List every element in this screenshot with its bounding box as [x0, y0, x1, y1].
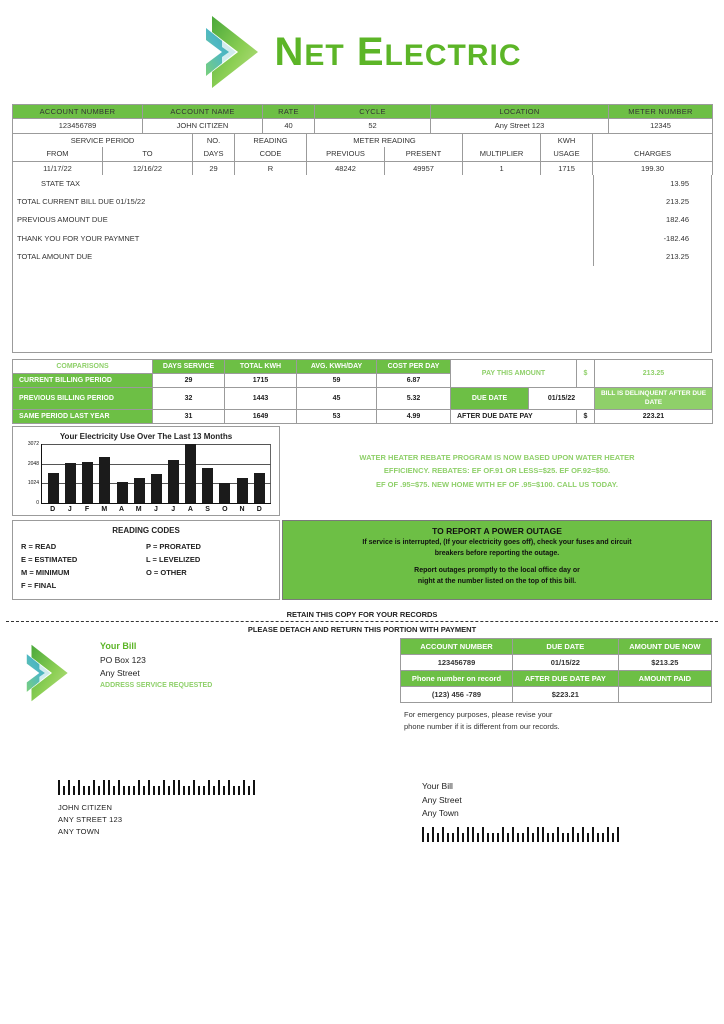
stub-val-amount-due-now: $213.25 — [618, 655, 711, 671]
val-present: 49957 — [385, 161, 463, 175]
val-to: 12/16/22 — [103, 161, 193, 175]
outage-line-2: breakers before reporting the outage. — [434, 549, 560, 557]
charge-row — [13, 230, 711, 248]
stub-col-amount-paid: AMOUNT PAID — [618, 671, 711, 687]
current-avg: 59 — [297, 373, 377, 387]
service-sub-header-row — [13, 147, 713, 161]
brand-header — [0, 0, 724, 104]
val-meter-number: 12345 — [609, 119, 713, 133]
val-cycle: 52 — [315, 119, 431, 133]
stub-col-due-date: DUE DATE — [512, 639, 618, 655]
stub-company-address — [100, 640, 212, 692]
postal-barcode-icon — [58, 780, 258, 795]
detach-divider — [6, 621, 718, 622]
hdr-days: DAYS — [193, 147, 235, 161]
brand-et: ET — [304, 38, 345, 72]
col-rate: RATE — [263, 105, 315, 119]
play-arrow-logo-icon — [20, 640, 76, 706]
hdr-present: PRESENT — [385, 147, 463, 161]
stub-val-account-number: 123456789 — [401, 655, 513, 671]
previous-avg: 45 — [297, 388, 377, 410]
reading-codes-right-column — [146, 540, 271, 593]
charge-row — [13, 193, 711, 211]
stub-note-line-1: For emergency purposes, please revise your — [404, 710, 553, 720]
charge-value: 13.95 — [593, 175, 711, 193]
group-meter-reading: METER READING — [307, 133, 463, 147]
charge-value: 213.25 — [593, 193, 711, 211]
stub-col-phone-on-record: Phone number on record — [401, 671, 513, 687]
group-service-period: SERVICE PERIOD — [13, 133, 193, 147]
outage-line-3: Report outages promptly to the local office day or — [414, 567, 580, 575]
hdr-to: TO — [103, 147, 193, 161]
power-outage-panel — [282, 520, 712, 600]
chart-and-rebate-row — [12, 426, 712, 516]
charge-label: STATE TAX — [41, 178, 81, 188]
hdr-charges: CHARGES — [593, 147, 713, 161]
reading-codes-panel — [12, 520, 280, 600]
lastyear-avg: 53 — [297, 409, 377, 423]
outage-title: TO REPORT A POWER OUTAGE — [432, 526, 562, 537]
row-label-last-year: SAME PERIOD LAST YEAR — [13, 409, 153, 423]
stub-val-due-date: 01/15/22 — [512, 655, 618, 671]
reading-code-item: O = OTHER — [146, 568, 187, 578]
charges-detail-panel — [12, 175, 712, 353]
chart-x-tick: D — [256, 506, 262, 514]
val-code: R — [235, 161, 307, 175]
charge-label: TOTAL CURRENT BILL DUE 01/15/22 — [17, 197, 146, 207]
remit-line-1: Your Bill — [422, 781, 453, 792]
chart-x-tick: M — [101, 506, 108, 514]
after-due-value: 223.21 — [595, 409, 713, 423]
stub-col-amount-due-now: AMOUNT DUE NOW — [618, 639, 711, 655]
row-label-current: CURRENT BILLING PERIOD — [13, 373, 153, 387]
after-due-date-label: AFTER DUE DATE PAY — [451, 409, 577, 423]
chart-bar — [117, 482, 128, 503]
val-usage: 1715 — [541, 161, 593, 175]
charges-detail-table — [13, 175, 711, 266]
hdr-code: CODE — [235, 147, 307, 161]
reading-code-item: E = ESTIMATED — [21, 555, 78, 565]
col-meter-number: METER NUMBER — [609, 105, 713, 119]
chart-bar — [219, 483, 230, 503]
charge-label: THANK YOU FOR YOUR PAYMNET — [17, 233, 140, 243]
mailing-row — [12, 780, 712, 842]
previous-days: 32 — [153, 388, 225, 410]
outage-line-4: night at the number listed on the top of this bill. — [417, 577, 577, 585]
charge-row — [13, 248, 711, 266]
service-period-table — [12, 133, 713, 175]
chart-x-tick: J — [67, 506, 72, 514]
rebate-notice-panel — [282, 426, 712, 516]
stub-val-amount-paid[interactable] — [618, 687, 711, 703]
outage-line-1: If service is interrupted, (If your electricity goes off), check your fuses and circuit — [362, 539, 632, 547]
charge-label: TOTAL AMOUNT DUE — [17, 251, 93, 261]
remit-line-3: Any Town — [422, 808, 459, 819]
rebate-notice-text — [359, 451, 634, 490]
lastyear-cost: 4.99 — [377, 409, 451, 423]
delinquent-note: BILL IS DELINQUENT AFTER DUE DATE — [595, 388, 713, 410]
reading-codes-left-column — [21, 540, 146, 593]
stub-note-line-2: phone number if it is different from our records. — [404, 721, 560, 731]
charge-row — [13, 211, 711, 229]
hdr-multiplier: MULTIPLIER — [463, 147, 541, 161]
val-from: 11/17/22 — [13, 161, 103, 175]
customer-name: JOHN CITIZEN — [58, 803, 113, 813]
stub-col-after-due-date-pay: AFTER DUE DATE PAY — [512, 671, 618, 687]
chart-y-tick: 0 — [36, 500, 39, 507]
val-multiplier: 1 — [463, 161, 541, 175]
lastyear-days: 31 — [153, 409, 225, 423]
hdr-charges-top — [593, 133, 713, 147]
customer-town: ANY TOWN — [58, 826, 100, 836]
hdr-kwh: KWH — [541, 133, 593, 147]
stub-val-phone[interactable]: (123) 456 -789 — [401, 687, 513, 703]
hdr-usage: USAGE — [541, 147, 593, 161]
comparisons-row-previous — [13, 388, 713, 410]
stub-col-account-number: ACCOUNT NUMBER — [401, 639, 513, 655]
reading-code-item: L = LEVELIZED — [146, 555, 201, 565]
chart-bar — [134, 478, 145, 503]
hdr-reading: READING — [235, 133, 307, 147]
val-location: Any Street 123 — [431, 119, 609, 133]
chart-bar — [65, 463, 76, 503]
stub-company-line-2: Any Street — [100, 668, 140, 679]
current-kwh: 1715 — [225, 373, 297, 387]
brand-wordmark — [274, 30, 521, 75]
col-account-number: ACCOUNT NUMBER — [13, 105, 143, 119]
previous-cost: 5.32 — [377, 388, 451, 410]
chart-bars — [42, 444, 271, 503]
chart-bar — [99, 457, 110, 503]
stub-header-row-2 — [401, 671, 712, 687]
reading-code-item: M = MINIMUM — [21, 568, 70, 578]
stub-val-after-due-date-pay: $223.21 — [512, 687, 618, 703]
row-label-previous: PREVIOUS BILLING PERIOD — [13, 388, 153, 410]
play-arrow-logo-icon — [202, 10, 264, 94]
account-header-row — [13, 105, 713, 119]
col-days-service: DAYS SERVICE — [153, 359, 225, 373]
comparisons-table — [12, 359, 713, 424]
brand-n: N — [274, 29, 305, 74]
reading-code-item: P = PRORATED — [146, 542, 201, 552]
comparisons-header-row — [13, 359, 713, 373]
chart-plot-area — [27, 441, 271, 507]
payment-stub — [12, 638, 712, 732]
col-cycle: CYCLE — [315, 105, 431, 119]
detach-instruction-text: PLEASE DETACH AND RETURN THIS PORTION WITH PAYMENT — [247, 625, 477, 635]
chart-title: Your Electricity Use Over The Last 13 Months — [59, 432, 233, 442]
customer-street: ANY STREET 123 — [58, 814, 123, 824]
chart-bar — [202, 468, 213, 504]
pay-this-amount-value: 213.25 — [595, 359, 713, 387]
postal-barcode-icon — [422, 827, 622, 842]
retain-copy-text: RETAIN THIS COPY FOR YOUR RECORDS — [286, 610, 438, 620]
rebate-line-2: EFFICIENCY. REBATES: EF OF.91 OR LESS=$25. EF OF.92=$50. — [383, 466, 611, 476]
rebate-line-1: WATER HEATER REBATE PROGRAM IS NOW BASED UPON WATER HEATER — [359, 453, 635, 463]
chart-y-tick: 3072 — [27, 441, 39, 448]
chart-x-tick: A — [118, 506, 125, 514]
stub-header-row-1 — [401, 639, 712, 655]
lastyear-kwh: 1649 — [225, 409, 297, 423]
col-avg-kwh-day: AVG. KWH/DAY — [297, 359, 377, 373]
col-location: LOCATION — [431, 105, 609, 119]
reading-code-item: R = READ — [21, 542, 57, 552]
chart-x-tick: N — [239, 506, 245, 514]
col-account-name: ACCOUNT NAME — [143, 105, 263, 119]
chart-x-tick: D — [50, 506, 56, 514]
usage-chart-panel — [12, 426, 280, 516]
val-previous: 48242 — [307, 161, 385, 175]
chart-bar — [82, 462, 93, 503]
chart-bar — [168, 460, 179, 503]
val-account-number: 123456789 — [13, 119, 143, 133]
previous-kwh: 1443 — [225, 388, 297, 410]
codes-and-outage-row — [12, 520, 712, 600]
hdr-no: NO. — [193, 133, 235, 147]
charge-row — [13, 175, 711, 193]
hdr-from: FROM — [13, 147, 103, 161]
after-due-currency: $ — [577, 409, 595, 423]
address-service-requested: ADDRESS SERVICE REQUESTED — [100, 682, 213, 690]
val-rate: 40 — [263, 119, 315, 133]
charge-label: PREVIOUS AMOUNT DUE — [17, 215, 108, 225]
stub-value-row-1 — [401, 655, 712, 671]
col-total-kwh: TOTAL KWH — [225, 359, 297, 373]
hdr-multiplier-top — [463, 133, 541, 147]
account-info-table — [12, 104, 713, 134]
current-days: 29 — [153, 373, 225, 387]
stub-company-block — [12, 638, 400, 732]
stub-payment-table — [400, 638, 712, 703]
stub-company-line-1: PO Box 123 — [100, 654, 146, 665]
chart-bar — [237, 478, 248, 503]
stub-emergency-note — [400, 709, 712, 732]
chart-x-tick: J — [171, 506, 176, 514]
service-value-row — [13, 161, 713, 175]
remittance-mailing-block — [402, 780, 712, 842]
chart-x-labels — [41, 504, 271, 513]
due-date-label: DUE DATE — [451, 388, 529, 410]
charge-value: 182.46 — [593, 211, 711, 229]
brand-e: E — [356, 29, 385, 74]
charge-value: -182.46 — [593, 230, 711, 248]
chart-bar — [185, 444, 196, 503]
reading-codes-columns — [21, 540, 271, 593]
pay-this-amount-label: PAY THIS AMOUNT — [451, 359, 577, 387]
brand-lectric: LECTRIC — [384, 38, 522, 72]
chart-y-tick: 2048 — [27, 460, 39, 467]
charge-value: 213.25 — [593, 248, 711, 266]
chart-x-tick: F — [84, 506, 90, 514]
rebate-line-3: EF OF .95=$75. NEW HOME WITH EF OF .95=$100. CALL US TODAY. — [375, 479, 618, 489]
chart-x-tick: M — [135, 506, 142, 514]
stub-payment-block — [400, 638, 712, 732]
comparisons-title: COMPARISONS — [13, 359, 153, 373]
outage-spacer — [293, 559, 701, 566]
customer-mailing-block — [12, 780, 402, 842]
chart-bar — [151, 474, 162, 503]
col-cost-per-day: COST PER DAY — [377, 359, 451, 373]
account-value-row — [13, 119, 713, 133]
service-group-row — [13, 133, 713, 147]
due-date-value: 01/15/22 — [529, 388, 595, 410]
comparisons-row-last-year — [13, 409, 713, 423]
current-cost: 6.87 — [377, 373, 451, 387]
stub-company-title: Your Bill — [100, 641, 137, 652]
chart-x-tick: S — [205, 506, 210, 514]
chart-bar — [48, 473, 59, 504]
remit-line-2: Any Street — [422, 794, 462, 805]
chart-x-tick: O — [222, 506, 228, 514]
pay-this-amount-currency: $ — [577, 359, 595, 387]
chart-y-tick: 1024 — [27, 480, 39, 487]
val-account-name: JOHN CITIZEN — [143, 119, 263, 133]
val-days: 29 — [193, 161, 235, 175]
val-charges: 199.30 — [593, 161, 713, 175]
reading-code-item: F = FINAL — [21, 581, 57, 591]
chart-bar — [254, 473, 265, 503]
reading-codes-title: READING CODES — [112, 526, 180, 536]
hdr-previous: PREVIOUS — [307, 147, 385, 161]
chart-x-tick: A — [187, 506, 193, 514]
chart-x-tick: J — [153, 506, 158, 514]
stub-value-row-2 — [401, 687, 712, 703]
